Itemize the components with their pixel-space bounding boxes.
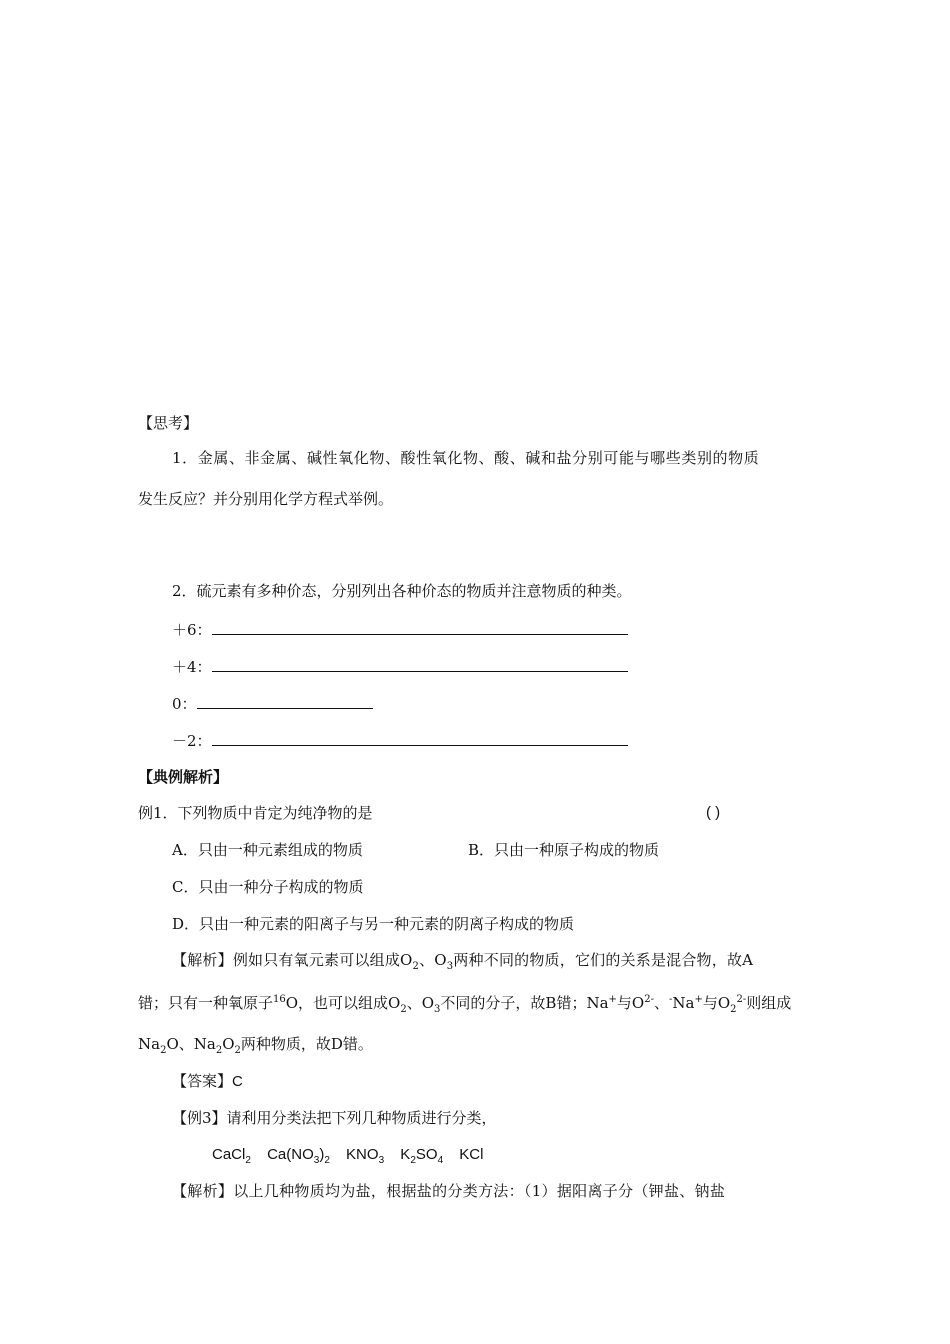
formula-ca-no3-2 [267, 1146, 330, 1166]
text: 两种物质，故D错。 [240, 1035, 373, 1053]
text: 两种不同的物质，它们的关系是混合物，故A [453, 951, 754, 969]
answer-line [172, 1071, 243, 1092]
text: Na [672, 994, 695, 1012]
text: ) [319, 1146, 325, 1163]
option-b: B．只由一种原子构成的物质 [468, 841, 660, 859]
text: O [222, 1035, 235, 1053]
question-1-line-1: 1．金属、非金属、碱性氧化物、酸性氧化物、酸、碱和盐分别可能与哪些类别的物质 [172, 449, 760, 467]
text: SO [415, 1146, 438, 1163]
subscript: 2 [234, 1045, 241, 1056]
think-heading: 【思考】 [138, 414, 199, 432]
analysis-line-3 [138, 1034, 373, 1054]
formula-kcl: KCl [459, 1146, 484, 1163]
answer-blank[interactable] [212, 620, 628, 635]
subscript: 2 [730, 1004, 737, 1015]
analysis-line-1 [172, 950, 753, 970]
valence-label: ＋6： [172, 621, 212, 639]
answer-tag: 【答案】 [172, 1072, 233, 1090]
subscript: 2 [160, 1045, 167, 1056]
subscript: 3 [434, 1004, 441, 1015]
subscript: 3 [446, 961, 454, 972]
valence-label: ＋4： [172, 658, 212, 676]
answer-parentheses: ( ) [706, 804, 721, 821]
text: 、O [406, 994, 435, 1012]
option-c: C．只由一种分子构成的物质 [172, 878, 364, 896]
text: Na [138, 1035, 161, 1053]
answer-blank[interactable] [197, 694, 373, 709]
valence-label: －2： [172, 732, 212, 750]
example-1-question: 例1．下列物质中肯定为纯净物的是 [138, 804, 373, 822]
option-a: A．只由一种元素组成的物质 [172, 841, 363, 859]
text: 与O [616, 994, 645, 1012]
text: 错；只有一种氧原子 [138, 994, 274, 1012]
text: O、Na [166, 1035, 216, 1053]
text: 、 [653, 994, 669, 1012]
text: O，也可以组成O [285, 994, 401, 1012]
valence-line-minus2 [172, 731, 628, 751]
subscript: 4 [437, 1155, 444, 1166]
subscript: 2 [412, 961, 420, 972]
subscript: 2 [400, 1004, 407, 1015]
analysis-tag: 【解析】 [172, 951, 233, 969]
text: K [400, 1146, 411, 1163]
example-3-analysis: 【解析】以上几种物质均为盐，根据盐的分类方法：（1）据阳离子分（钾盐、钠盐 [172, 1182, 726, 1200]
text: CaCl [212, 1146, 246, 1163]
text: 则组成 [746, 994, 792, 1012]
text: Ca(NO [267, 1146, 314, 1163]
superscript: 2- [644, 994, 654, 1005]
subscript: 3 [313, 1155, 320, 1166]
formula-cacl2 [212, 1146, 251, 1166]
valence-line-plus6 [172, 620, 628, 640]
answer-value: C [232, 1073, 243, 1090]
question-2: 2．硫元素有多种价态，分别列出各种价态的物质并注意物质的种类。 [172, 582, 632, 600]
subscript: 3 [378, 1155, 385, 1166]
superscript: 16 [273, 994, 286, 1005]
superscript: + [608, 994, 617, 1005]
formula-k2so4 [400, 1146, 444, 1166]
superscript: - [668, 994, 673, 1005]
superscript: + [694, 994, 703, 1005]
answer-blank[interactable] [212, 731, 628, 746]
option-d: D．只由一种元素的阳离子与另一种元素的阴离子构成的物质 [172, 915, 575, 933]
superscript: 2- [736, 994, 747, 1005]
text: 不同的分子，故B错；Na [440, 994, 609, 1012]
valence-label: 0： [172, 695, 197, 713]
subscript: 2 [245, 1155, 251, 1166]
text: 、O [419, 951, 447, 969]
subscript: 2 [215, 1045, 223, 1056]
subscript: 2 [410, 1155, 416, 1166]
question-1-line-2: 发生反应？并分别用化学方程式举例。 [138, 490, 394, 508]
valence-line-0 [172, 694, 373, 714]
example-3-question: 【例3】请利用分类法把下列几种物质进行分类， [172, 1109, 497, 1127]
subscript: 2 [324, 1155, 330, 1166]
valence-line-plus4 [172, 657, 628, 677]
formula-list [212, 1145, 483, 1165]
answer-blank[interactable] [212, 657, 628, 672]
text: 例如只有氧元素可以组成O [232, 951, 413, 969]
analysis-line-2 [138, 993, 791, 1013]
text: KNO [346, 1146, 379, 1163]
examples-heading: 【典例解析】 [138, 768, 229, 786]
text: 与O [702, 994, 731, 1012]
formula-kno3 [346, 1146, 385, 1166]
